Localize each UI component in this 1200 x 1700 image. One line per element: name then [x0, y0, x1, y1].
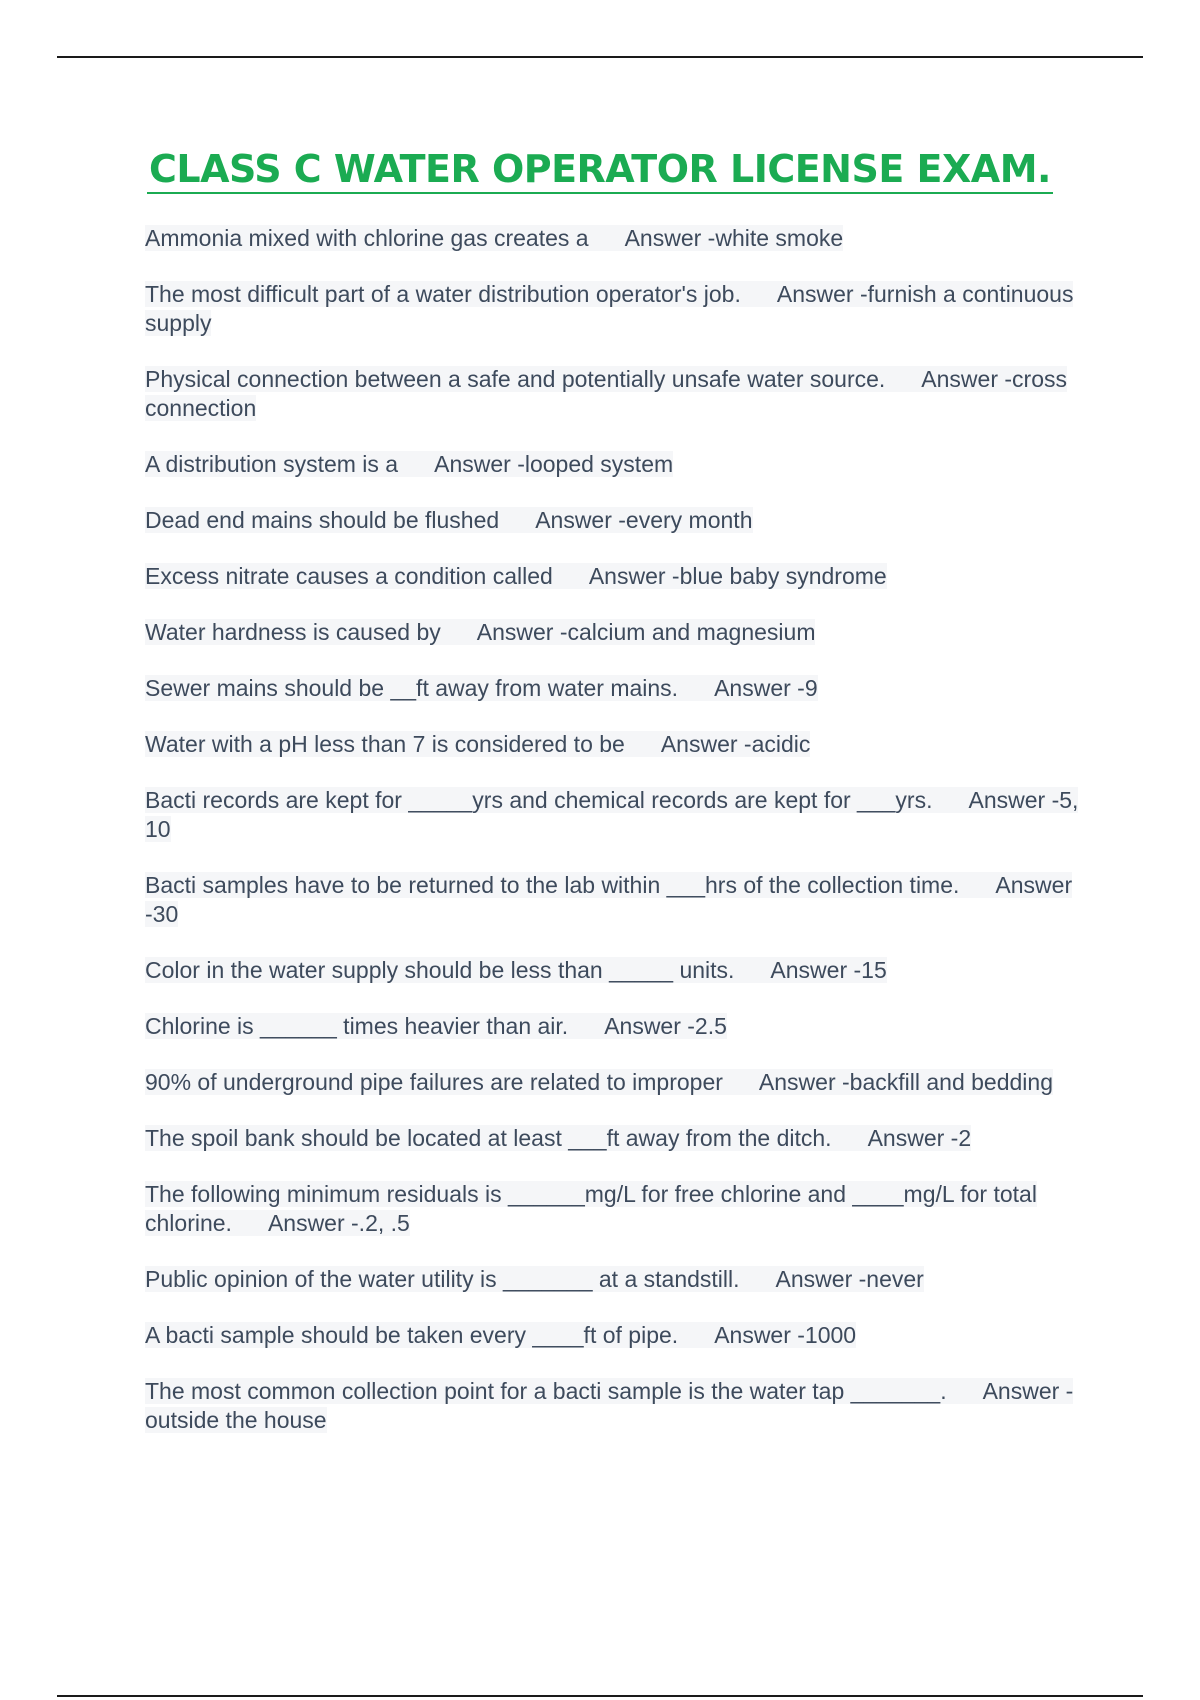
qa-item — [145, 224, 1095, 253]
qa-item — [145, 956, 1095, 985]
answer-text: Answer -30 — [145, 872, 1073, 927]
answer-text: Answer -15 — [770, 957, 887, 983]
qa-item — [145, 871, 1095, 929]
qa-item — [145, 1180, 1095, 1238]
answer-text: Answer -1000 — [714, 1322, 857, 1348]
question-text: Color in the water supply should be less than _____ units. — [145, 957, 735, 983]
question-answer-list — [145, 224, 1095, 1462]
question-text: Water with a pH less than 7 is considered to be — [145, 731, 625, 757]
answer-text: Answer -looped system — [434, 451, 674, 477]
bottom-rule — [57, 1695, 1143, 1697]
question-text: Public opinion of the water utility is _______ at a standstill. — [145, 1266, 740, 1292]
answer-text: Answer -2.5 — [604, 1013, 727, 1039]
qa-item — [145, 786, 1095, 844]
answer-text: Answer -furnish a continuous supply — [145, 281, 1074, 336]
qa-item — [145, 1321, 1095, 1350]
question-text: The most common collection point for a bacti sample is the water tap _______. — [145, 1378, 947, 1404]
question-text: A bacti sample should be taken every ____ft of pipe. — [145, 1322, 679, 1348]
question-text: Bacti samples have to be returned to the lab within ___hrs of the collection time. — [145, 872, 960, 898]
question-text: The following minimum residuals is ______mg/L for free chlorine and ____mg/L for total chlorine. — [145, 1181, 1037, 1236]
answer-text: Answer -backfill and bedding — [758, 1069, 1053, 1095]
question-text: Excess nitrate causes a condition called — [145, 563, 553, 589]
question-text: Chlorine is ______ times heavier than air. — [145, 1013, 569, 1039]
question-text: Water hardness is caused by — [145, 619, 441, 645]
answer-text: Answer -cross connection — [145, 366, 1067, 421]
answer-text: Answer -9 — [714, 675, 818, 701]
top-rule — [57, 56, 1143, 58]
qa-item — [145, 280, 1095, 338]
qa-item — [145, 1068, 1095, 1097]
qa-item — [145, 562, 1095, 591]
question-text: 90% of underground pipe failures are related to improper — [145, 1069, 723, 1095]
answer-text: Answer -white smoke — [624, 225, 844, 251]
qa-item — [145, 1124, 1095, 1153]
answer-text: Answer -5, 10 — [145, 787, 1079, 842]
document-title: CLASS C WATER OPERATOR LICENSE EXAM. — [147, 146, 1053, 194]
answer-text: Answer -2 — [867, 1125, 972, 1151]
qa-item — [145, 674, 1095, 703]
question-text: The most difficult part of a water distribution operator's job. — [145, 281, 741, 307]
question-text: Sewer mains should be __ft away from water mains. — [145, 675, 679, 701]
qa-item — [145, 1265, 1095, 1294]
qa-item — [145, 1377, 1095, 1435]
question-text: Physical connection between a safe and potentially unsafe water source. — [145, 366, 886, 392]
question-text: Dead end mains should be flushed — [145, 507, 500, 533]
answer-text: Answer -outside the house — [145, 1378, 1074, 1433]
answer-text: Answer -every month — [535, 507, 753, 533]
question-text: Bacti records are kept for _____yrs and chemical records are kept for ___yrs. — [145, 787, 933, 813]
question-text: Ammonia mixed with chlorine gas creates a — [145, 225, 589, 251]
qa-item — [145, 365, 1095, 423]
qa-item — [145, 450, 1095, 479]
question-text: A distribution system is a — [145, 451, 399, 477]
answer-text: Answer -never — [775, 1266, 924, 1292]
answer-text: Answer -acidic — [660, 731, 811, 757]
qa-item — [145, 1012, 1095, 1041]
qa-item — [145, 730, 1095, 759]
qa-item — [145, 506, 1095, 535]
answer-text: Answer -calcium and magnesium — [476, 619, 816, 645]
title-container — [0, 146, 1200, 194]
question-text: The spoil bank should be located at least ___ft away from the ditch. — [145, 1125, 832, 1151]
answer-text: Answer -blue baby syndrome — [588, 563, 887, 589]
qa-item — [145, 618, 1095, 647]
answer-text: Answer -.2, .5 — [267, 1210, 410, 1236]
